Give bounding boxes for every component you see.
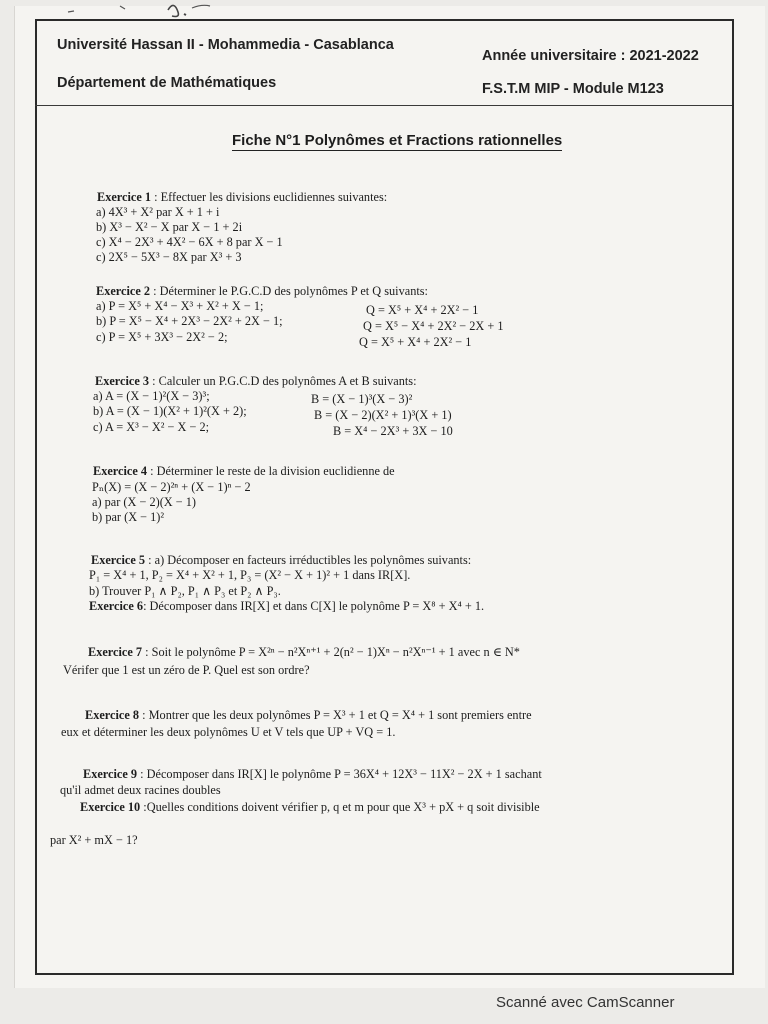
exercise-4-line: b) par (X − 1)² xyxy=(92,510,165,524)
exercise-5-statement: : a) Décomposer en facteurs irréductibles les polynômes suivants: xyxy=(145,553,472,567)
exercise-6-label: Exercice 6 xyxy=(89,599,144,613)
department-name: Département de Mathématiques xyxy=(57,75,277,91)
exercise-4-line: Pₙ(X) = (X − 2)²ⁿ + (X − 1)ⁿ − 2 xyxy=(92,480,251,494)
exercise-1-item: c) X⁴ − 2X³ + 4X² − 6X + 8 par X − 1 xyxy=(96,235,283,249)
exercise-9-label: Exercice 9 xyxy=(83,767,138,781)
exercise-4-statement: : Déterminer le reste de la division euclidienne de xyxy=(147,464,395,478)
exercise-3-b: B = (X − 1)³(X − 3)² xyxy=(311,392,413,406)
exercise-2-heading xyxy=(96,285,428,297)
exercise-2-p: c) P = X⁵ + 3X³ − 2X² − 2; xyxy=(96,330,228,344)
exercise-2-statement: : Déterminer le P.G.C.D des polynômes P et Q suivants: xyxy=(150,284,428,298)
exercise-3-a: c) A = X³ − X² − X − 2; xyxy=(93,420,210,434)
exercise-1-item: c) 2X⁵ − 5X³ − 8X par X³ + 3 xyxy=(96,250,242,264)
exercise-2-q: Q = X⁵ + X⁴ + 2X² − 1 xyxy=(366,303,479,317)
exercise-9-heading xyxy=(83,768,542,780)
exercise-9-line: qu'il admet deux racines doubles xyxy=(60,783,221,797)
exercise-1-statement: : Effectuer les divisions euclidiennes suivantes: xyxy=(151,190,388,204)
exercise-8-heading xyxy=(85,709,532,721)
exercise-10-heading xyxy=(80,801,540,813)
exercise-10-line: par X² + mX − 1? xyxy=(50,833,138,847)
exercise-7-line: Vérifer que 1 est un zéro de P. Quel est son ordre? xyxy=(63,663,310,677)
exercise-10-statement: :Quelles conditions doivent vérifier p, q et m pour que X³ + pX + q soit divisible xyxy=(140,800,540,814)
university-name: Université Hassan II - Mohammedia - Casablanca xyxy=(57,37,394,53)
exercise-3-heading xyxy=(95,375,417,387)
exercise-5-line: b) Trouver P₁ ∧ P₂, P₁ ∧ P₃ et P₂ ∧ P₃. xyxy=(89,584,281,598)
exercise-7-heading xyxy=(88,646,520,658)
exercise-3-b: B = (X − 2)(X² + 1)³(X + 1) xyxy=(314,408,452,422)
exercise-10-label: Exercice 10 xyxy=(80,800,141,814)
exercise-2-p: a) P = X⁵ + X⁴ − X³ + X² + X − 1; xyxy=(96,299,264,313)
exercise-1-label: Exercice 1 xyxy=(97,190,152,204)
exercise-9-statement: : Décomposer dans IR[X] le polynôme P = 36X⁴ + 12X³ − 11X² − 2X + 1 sachant xyxy=(137,767,542,781)
page-title: Fiche N°1 Polynômes et Fractions rationnelles xyxy=(232,132,563,149)
exercise-4-heading xyxy=(93,465,395,477)
exercise-5-heading xyxy=(91,554,471,566)
exercise-3-label: Exercice 3 xyxy=(95,374,150,388)
exercise-8-label: Exercice 8 xyxy=(85,708,140,722)
exercise-6-statement: : Décomposer dans IR[X] et dans C[X] le polynôme P = X⁸ + X⁴ + 1. xyxy=(143,599,485,613)
module-name: F.S.T.M MIP - Module M123 xyxy=(482,81,664,97)
exercise-1-item: a) 4X³ + X² par X + 1 + i xyxy=(96,205,220,219)
exercise-7-statement: : Soit le polynôme P = X²ⁿ − n²Xⁿ⁺¹ + 2(n² − 1)Xⁿ − n²Xⁿ⁻¹ + 1 avec n ∈ N* xyxy=(142,645,520,659)
exercise-2-q: Q = X⁵ + X⁴ + 2X² − 1 xyxy=(359,335,472,349)
exercise-4-line: a) par (X − 2)(X − 1) xyxy=(92,495,197,509)
exercise-2-p: b) P = X⁵ − X⁴ + 2X³ − 2X² + 2X − 1; xyxy=(96,314,283,328)
academic-year: Année universitaire : 2021-2022 xyxy=(482,48,699,64)
exercise-8-line: eux et déterminer les deux polynômes U et V tels que UP + VQ = 1. xyxy=(61,725,396,739)
exercise-4-label: Exercice 4 xyxy=(93,464,148,478)
exercise-5-label: Exercice 5 xyxy=(91,553,146,567)
exercise-2-q: Q = X⁵ − X⁴ + 2X² − 2X + 1 xyxy=(363,319,504,333)
exercise-6-heading xyxy=(89,600,484,612)
exercise-3-a: a) A = (X − 1)²(X − 3)³; xyxy=(93,389,210,403)
exercise-1-heading xyxy=(97,191,387,203)
exercise-1-item: b) X³ − X² − X par X − 1 + 2i xyxy=(96,220,243,234)
header-divider xyxy=(35,105,732,106)
exercise-3-statement: : Calculer un P.G.C.D des polynômes A et B suivants: xyxy=(149,374,417,388)
exercise-3-a: b) A = (X − 1)(X² + 1)²(X + 2); xyxy=(93,404,247,418)
exercise-5-line: P₁ = X⁴ + 1, P₂ = X⁴ + X² + 1, P₃ = (X² − X + 1)² + 1 dans IR[X]. xyxy=(89,568,411,582)
exercise-2-label: Exercice 2 xyxy=(96,284,151,298)
exercise-8-statement: : Montrer que les deux polynômes P = X³ + 1 et Q = X⁴ + 1 sont premiers entre xyxy=(139,708,532,722)
exercise-3-b: B = X⁴ − 2X³ + 3X − 10 xyxy=(333,424,453,438)
scanner-watermark: Scanné avec CamScanner xyxy=(496,994,675,1011)
exercise-7-label: Exercice 7 xyxy=(88,645,143,659)
